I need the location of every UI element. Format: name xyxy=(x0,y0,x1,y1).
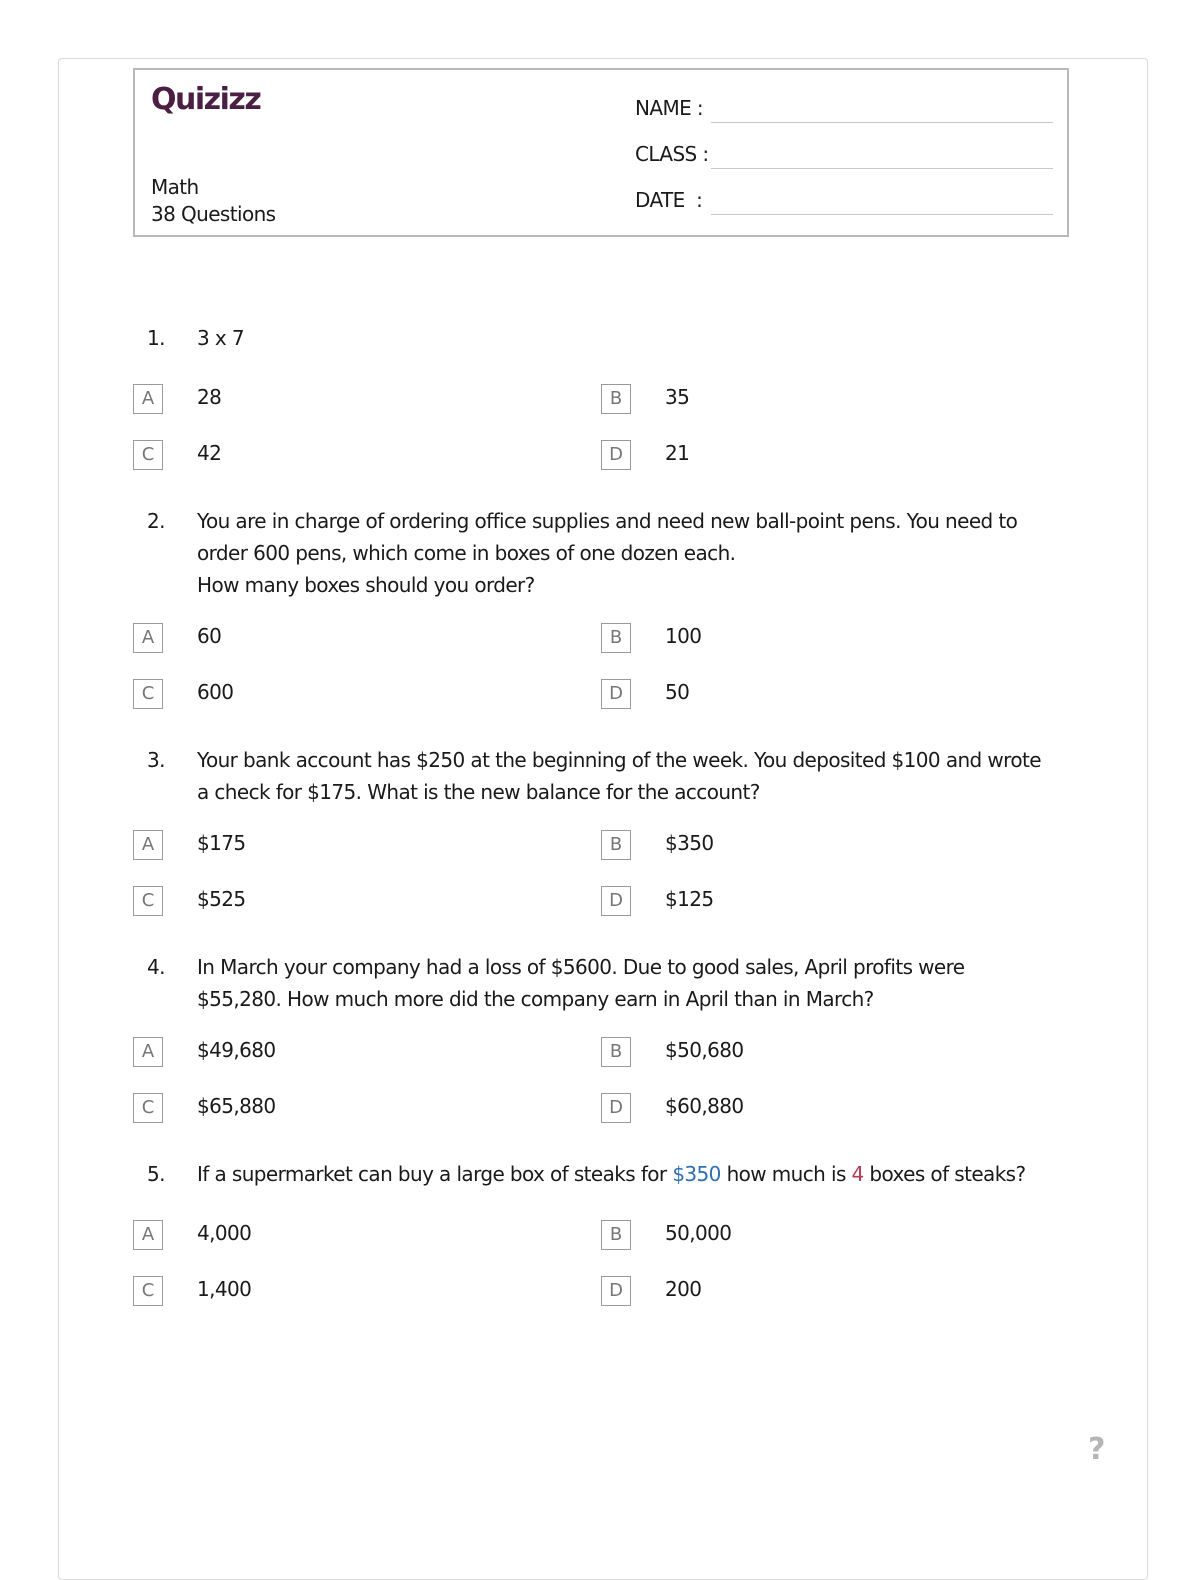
question-text-segment: how much is xyxy=(720,1162,852,1186)
worksheet-info xyxy=(151,174,275,228)
question-text: You are in charge of ordering office supplies and need new ball-point pens. You need to xyxy=(197,509,1018,533)
option-letter-box: D xyxy=(601,1093,631,1123)
option-letter-box: C xyxy=(133,886,163,916)
options-row xyxy=(133,623,1073,679)
question-text: a check for $175. What is the new balance for the account? xyxy=(197,780,760,804)
option-letter-box: A xyxy=(133,1220,163,1250)
option-value: $525 xyxy=(197,887,246,911)
highlighted-value: 4 xyxy=(851,1162,864,1186)
question-text: Your bank account has $250 at the beginning of the week. You deposited $100 and wrote xyxy=(197,748,1041,772)
option-letter-box: D xyxy=(601,440,631,470)
option-value: 50 xyxy=(665,680,690,704)
class-label: CLASS : xyxy=(635,142,709,166)
option-value: 21 xyxy=(665,441,690,465)
question-spacer xyxy=(133,735,1073,744)
answer-options xyxy=(133,384,1073,496)
option-letter-box: D xyxy=(601,886,631,916)
name-label: NAME : xyxy=(635,96,704,120)
options-row xyxy=(133,1220,1073,1276)
option-value: 100 xyxy=(665,624,702,648)
option-letter-box: B xyxy=(601,1220,631,1250)
options-row xyxy=(133,1276,1073,1332)
option-value: $175 xyxy=(197,831,246,855)
question-spacer xyxy=(133,1332,1073,1341)
options-row xyxy=(133,1037,1073,1093)
options-row xyxy=(133,830,1073,886)
question-text xyxy=(197,1158,1073,1190)
question-number: 5. xyxy=(147,1162,165,1186)
option-value: $350 xyxy=(665,831,714,855)
question-spacer xyxy=(133,942,1073,951)
answer-options xyxy=(133,1220,1073,1332)
question-text: How many boxes should you order? xyxy=(197,573,535,597)
option-value: 200 xyxy=(665,1277,702,1301)
question xyxy=(133,322,1073,505)
question-stem xyxy=(133,1158,1073,1198)
question-count: 38 Questions xyxy=(151,202,276,226)
question-text: order 600 pens, which come in boxes of one dozen each. xyxy=(197,541,736,565)
answer-options xyxy=(133,623,1073,735)
option-letter-box: C xyxy=(133,679,163,709)
option-value: 1,400 xyxy=(197,1277,252,1301)
question-text: $55,280. How much more did the company earn in April than in March? xyxy=(197,987,874,1011)
question-text-segment: If a supermarket can buy a large box of steaks for xyxy=(197,1162,673,1186)
option-letter-box: C xyxy=(133,1276,163,1306)
option-letter-box: B xyxy=(601,623,631,653)
option-value: 28 xyxy=(197,385,222,409)
option-letter-box: B xyxy=(601,830,631,860)
option-letter-box: B xyxy=(601,384,631,414)
question-number: 2. xyxy=(147,509,165,533)
subject-label: Math xyxy=(151,175,199,199)
date-line xyxy=(711,214,1053,215)
question xyxy=(133,951,1073,1158)
answer-options xyxy=(133,830,1073,942)
options-row xyxy=(133,886,1073,942)
question xyxy=(133,505,1073,744)
question-number: 4. xyxy=(147,955,165,979)
option-value: $65,880 xyxy=(197,1094,276,1118)
question xyxy=(133,744,1073,951)
option-value: 35 xyxy=(665,385,690,409)
highlighted-value: $350 xyxy=(672,1162,721,1186)
date-label: DATE : xyxy=(635,188,703,212)
option-value: 50,000 xyxy=(665,1221,732,1245)
question-text: 3 x 7 xyxy=(197,326,245,350)
option-value: $50,680 xyxy=(665,1038,744,1062)
option-letter-box: D xyxy=(601,679,631,709)
question-text-segment: boxes of steaks? xyxy=(863,1162,1026,1186)
question-number: 3. xyxy=(147,748,165,772)
question-text: In March your company had a loss of $5600. Due to good sales, April profits were xyxy=(197,955,965,979)
options-row xyxy=(133,679,1073,735)
option-letter-box: A xyxy=(133,1037,163,1067)
worksheet-header xyxy=(133,68,1069,237)
question-number: 1. xyxy=(147,326,165,350)
help-icon[interactable]: ? xyxy=(1088,1432,1106,1467)
question-stem xyxy=(133,951,1073,1015)
answer-options xyxy=(133,1037,1073,1149)
option-letter-box: C xyxy=(133,440,163,470)
option-value: 600 xyxy=(197,680,234,704)
option-letter-box: A xyxy=(133,384,163,414)
class-line xyxy=(711,168,1053,169)
option-value: 4,000 xyxy=(197,1221,252,1245)
option-letter-box: B xyxy=(601,1037,631,1067)
option-letter-box: D xyxy=(601,1276,631,1306)
option-value: 42 xyxy=(197,441,222,465)
quizizz-logo: Quizizz xyxy=(151,82,261,117)
option-value: $60,880 xyxy=(665,1094,744,1118)
question-spacer xyxy=(133,1149,1073,1158)
question xyxy=(133,1158,1073,1341)
options-row xyxy=(133,440,1073,496)
question-stem xyxy=(133,322,1073,362)
options-row xyxy=(133,1093,1073,1149)
question-stem xyxy=(133,505,1073,601)
name-line xyxy=(711,122,1053,123)
option-letter-box: A xyxy=(133,623,163,653)
question-spacer xyxy=(133,496,1073,505)
option-value: 60 xyxy=(197,624,222,648)
options-row xyxy=(133,384,1073,440)
question-stem xyxy=(133,744,1073,808)
option-value: $49,680 xyxy=(197,1038,276,1062)
option-letter-box: A xyxy=(133,830,163,860)
option-value: $125 xyxy=(665,887,714,911)
option-letter-box: C xyxy=(133,1093,163,1123)
question-list xyxy=(133,322,1073,1341)
